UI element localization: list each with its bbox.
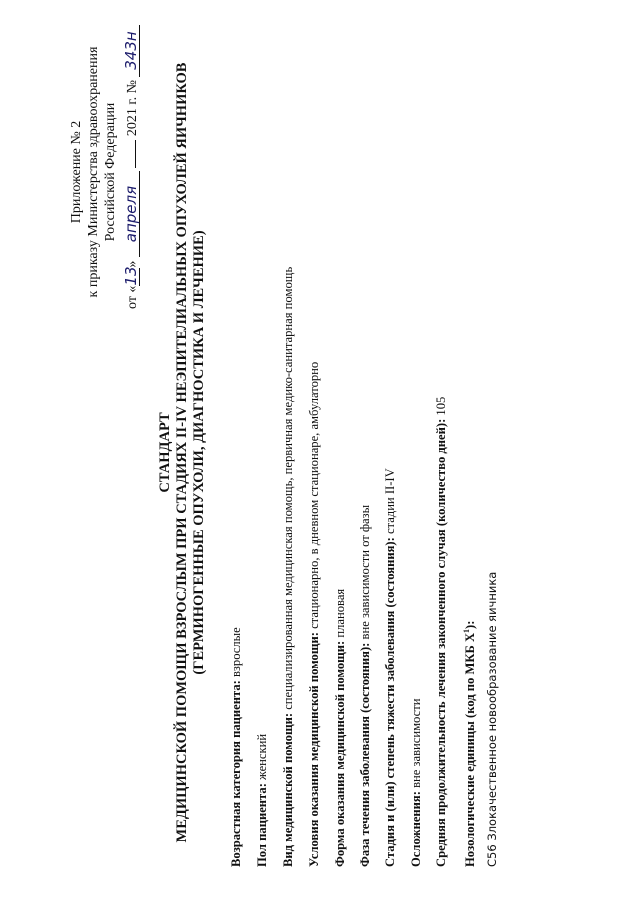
title-main: МЕДИЦИНСКОЙ ПОМОЩИ ВЗРОСЛЫМ ПРИ СТАДИЯХ II-IV НЕЭПИТЕЛИАЛЬНЫХ ОПУХОЛЕЙ ЯИЧНИКОВ [174,62,190,843]
icd-code: C56 [485,844,499,867]
field-care-conditions: Условия оказания медицинской помощи: стационарно, в дневном стационаре, амбулаторно [307,361,321,867]
standard-title-block [157,20,208,885]
appendix-number: Приложение № 2 [69,120,84,224]
order-number: 343н [123,25,140,77]
field-disease-phase: Фаза течения заболевания (состояния): вне зависимости от фазы [358,504,372,867]
field-sex: Пол пациента: женский [255,733,269,867]
field-age-category: Возрастная категория пациента: взрослые [229,627,243,867]
title-standard: СТАНДАРТ [157,412,173,493]
appendix-order-ref: к приказу Министерства здравоохранения [86,46,101,298]
appendix-federation: Российской Федерации [103,102,118,242]
order-month: апреля [123,171,140,257]
field-care-type: Вид медицинской помощи: специализированная медицинская помощь, первичная медико-санитарная помощь [281,266,295,867]
appendix-block [68,27,141,317]
order-day: 13 [122,266,140,286]
title-sub: (ГЕРМИНОГЕННЫЕ ОПУХОЛИ, ДИАГНОСТИКА И ЛЕЧЕНИЕ) [191,230,207,675]
field-complications: Осложнения: вне зависимости [409,698,423,867]
nosology-heading: Нозологические единицы (код по МКБ $X^1$): [462,620,478,867]
field-disease-stage: Стадия и (или) степень тяжести заболевания (состояния): стадии II-IV [383,468,397,867]
field-treatment-duration: Средняя продолжительность лечения законченного случая (количество дней): 105 [434,396,448,867]
appendix-date-line: от «13» апреля 2021 г. № 343н [123,27,141,317]
nosology-item [485,572,500,867]
icd-description: Злокачественное новообразование яичника [485,571,499,841]
field-care-form: Форма оказания медицинской помощи: плановая [333,588,347,867]
